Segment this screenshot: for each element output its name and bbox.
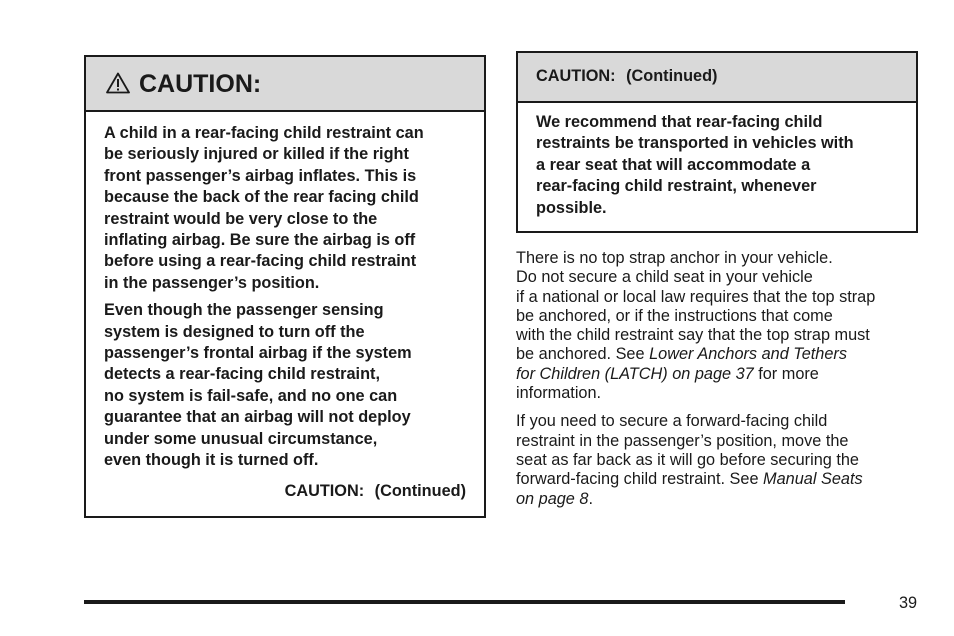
text-line bbox=[516, 490, 936, 509]
footer-rule bbox=[84, 600, 845, 604]
caution-paragraph bbox=[536, 112, 898, 219]
text-line: inflating airbag. Be sure the airbag is off bbox=[104, 231, 416, 250]
body-paragraph bbox=[516, 249, 936, 403]
text-line: There is no top strap anchor in your vehicle. bbox=[516, 249, 833, 267]
text-line: be anchored, or if the instructions that come bbox=[516, 306, 833, 325]
text-line: under some unusual circumstance, bbox=[104, 429, 378, 448]
text-line: Do not secure a child seat in your vehicle bbox=[516, 268, 813, 287]
cross-reference-link[interactable]: Manual Seats bbox=[763, 470, 863, 489]
page-number: 39 bbox=[899, 594, 918, 612]
text-line: A child in a rear-facing child restraint can bbox=[104, 124, 424, 142]
text-line: with the child restraint say that the top strap must bbox=[516, 326, 870, 345]
text-run: for more bbox=[753, 364, 819, 383]
text-line: restraint in the passenger’s position, move the bbox=[516, 431, 849, 450]
text-line: guarantee that an airbag will not deploy bbox=[104, 408, 411, 427]
text-line: information. bbox=[516, 384, 602, 403]
caution-box bbox=[84, 55, 486, 518]
text-line: a rear seat that will accommodate a bbox=[536, 155, 811, 174]
text-run: forward-facing child restraint. See bbox=[516, 470, 764, 489]
text-run: . bbox=[588, 489, 593, 508]
caution-paragraph bbox=[104, 123, 466, 294]
text-line bbox=[516, 345, 936, 364]
cross-reference-link[interactable]: for Children (LATCH) on page 37 bbox=[516, 364, 754, 383]
caution-title-text: CAUTION: bbox=[139, 70, 262, 98]
caution-title bbox=[106, 70, 484, 99]
text-line bbox=[516, 365, 936, 384]
text-line bbox=[516, 470, 936, 489]
text-line: detects a rear-facing child restraint, bbox=[104, 365, 380, 384]
text-line: If you need to secure a forward-facing child bbox=[516, 412, 828, 431]
text-line: Even though the passenger sensing bbox=[104, 301, 384, 320]
cross-reference-link[interactable]: on page 8 bbox=[516, 489, 589, 508]
text-run: be anchored. See bbox=[516, 345, 650, 364]
caution-continued-body bbox=[518, 103, 916, 219]
caution-continued-box bbox=[516, 51, 918, 233]
caution-paragraph bbox=[104, 300, 466, 471]
text-line: because the back of the rear facing child bbox=[104, 188, 419, 207]
caution-header bbox=[86, 57, 484, 112]
caution-continued-header: CAUTION: (Continued) bbox=[518, 53, 916, 103]
text-line: restraints be transported in vehicles with bbox=[536, 134, 854, 153]
text-line: restraint would be very close to the bbox=[104, 209, 378, 228]
text-line: in the passenger’s position. bbox=[104, 273, 320, 292]
text-line: rear-facing child restraint, whenever bbox=[536, 177, 817, 196]
caution-body bbox=[86, 112, 484, 501]
text-line: if a national or local law requires that the top strap bbox=[516, 287, 876, 306]
caution-continued-label: CAUTION: (Continued) bbox=[284, 481, 466, 500]
text-line: possible. bbox=[536, 198, 607, 217]
text-line: no system is fail-safe, and no one can bbox=[104, 386, 398, 405]
text-line: even though it is turned off. bbox=[104, 451, 319, 470]
text-line: passenger’s frontal airbag if the system bbox=[104, 344, 412, 363]
text-line: be seriously injured or killed if the right bbox=[104, 145, 409, 164]
body-text-column bbox=[516, 249, 936, 509]
text-line: We recommend that rear-facing child bbox=[536, 113, 823, 131]
text-line: front passenger’s airbag inflates. This is bbox=[104, 166, 417, 185]
body-paragraph bbox=[516, 412, 936, 508]
text-line: system is designed to turn off the bbox=[104, 322, 365, 341]
text-line: before using a rear-facing child restraint bbox=[104, 252, 417, 271]
cross-reference-link[interactable]: Lower Anchors and Tethers bbox=[649, 345, 847, 364]
text-line: seat as far back as it will go before securing the bbox=[516, 450, 859, 469]
warning-triangle-icon bbox=[106, 72, 130, 94]
